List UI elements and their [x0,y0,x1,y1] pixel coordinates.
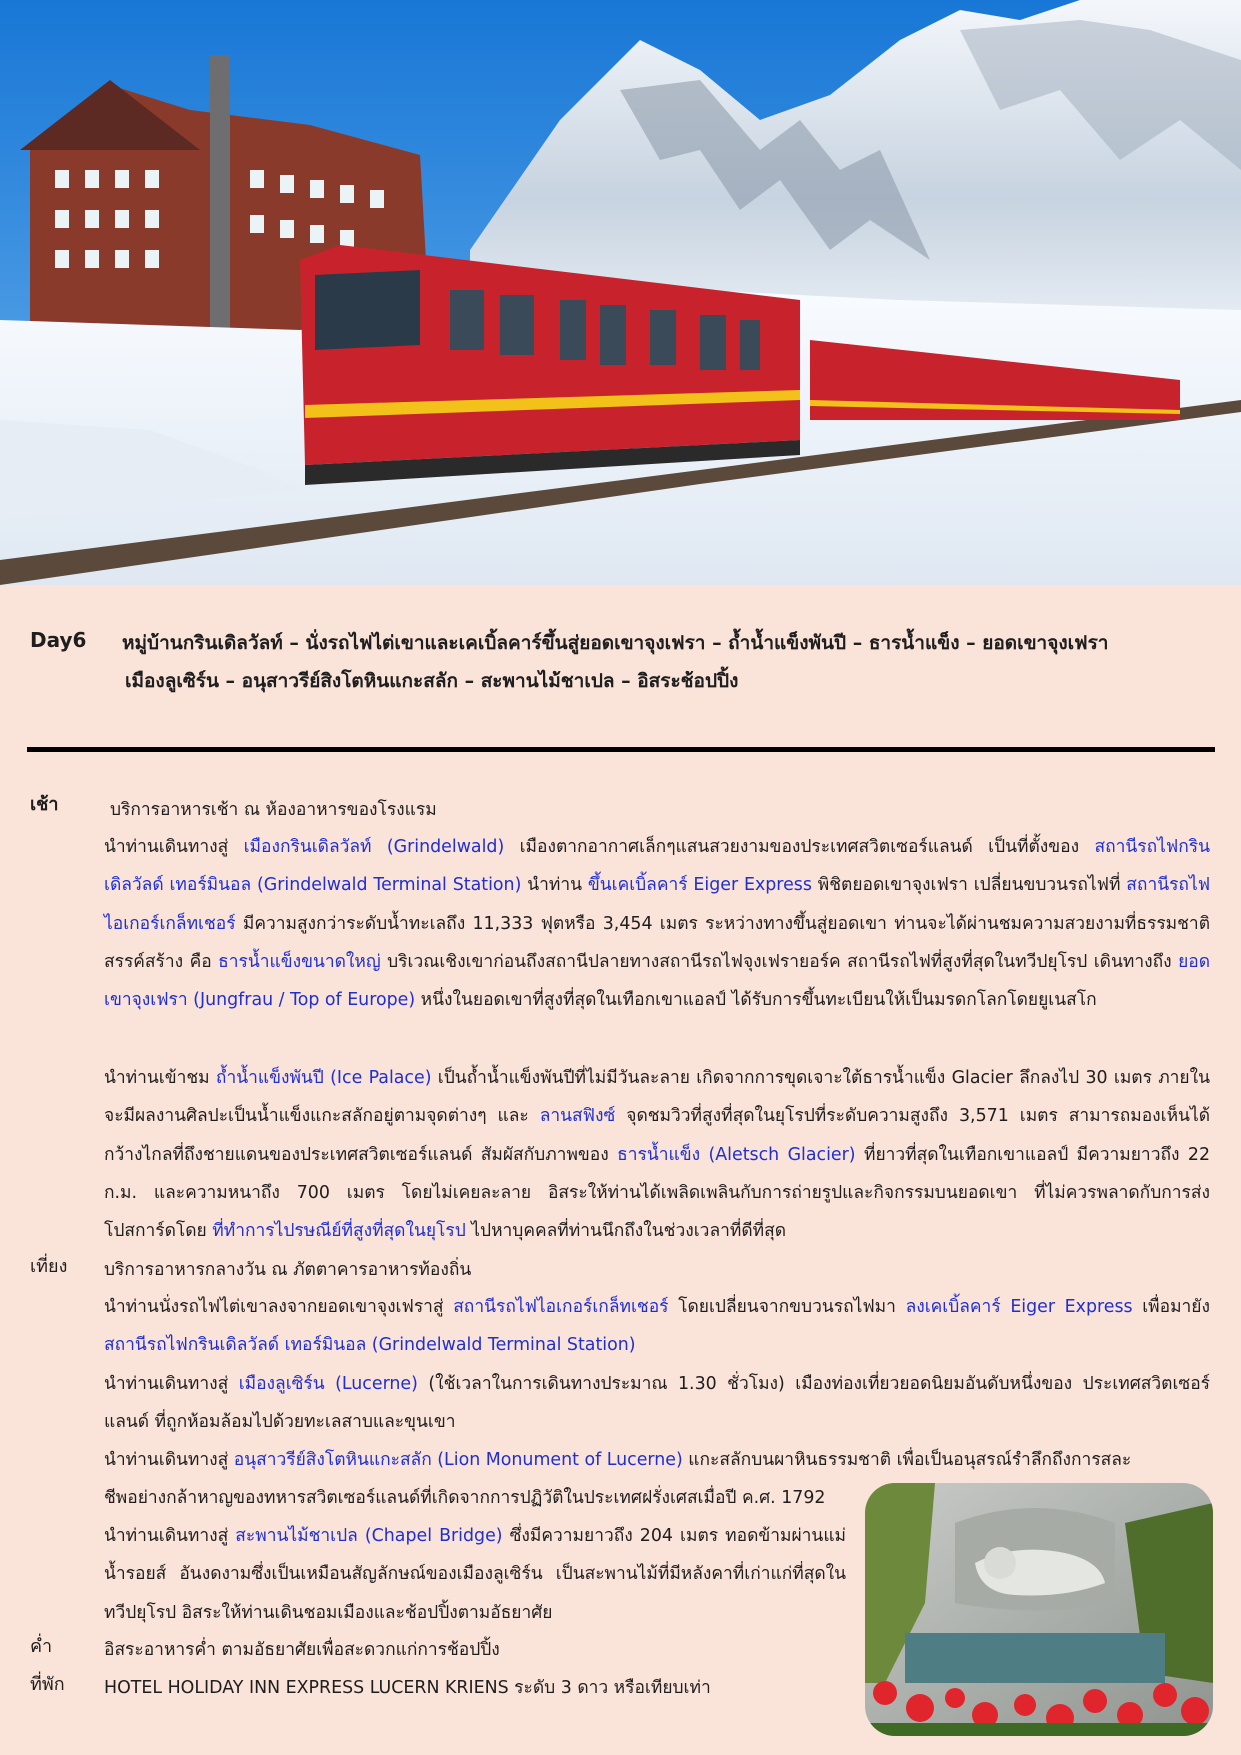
highlight-place-name: ถ้ำน้ำแข็งพันปี (Ice Palace) [215,1068,432,1088]
noon-paragraph-3: นำท่านเดินทางสู่ อนุสาวรีย์สิงโตหินแกะสลัก (Lion Monument of Lucerne) แกะสลักบนผาหินธรรมชาติ เพื่อเป็นอนุสรณ์รำลึกถึงการสละ [104,1450,1132,1470]
lion-monument-photo-icon [865,1483,1213,1736]
highlight-place-name: ธารน้ำแข็งขนาดใหญ่ [218,951,381,972]
slot-label-morning: เช้า [30,794,59,815]
slot-label-hotel: ที่พัก [30,1674,65,1695]
noon-paragraph-1: นำท่านนั่งรถไฟไต่เขาลงจากยอดเขาจุงเฟราสู่ สถานีรถไฟไอเกอร์เกล็ทเชอร์ โดยเปลี่ยนจากขบวนรถไฟมา ลงเคเบิ้ลคาร์ Eiger Express เพื่อมายัง สถานีรถไฟกรินเดิลวัลด์ เทอร์มินอล (Grindelwald Terminal Station) [104,1297,1210,1356]
noon-paragraph-2: นำท่านเดินทางสู่ เมืองลูเซิร์น (Lucerne) (ใช้เวลาในการเดินทางประมาณ 1.30 ชั่วโมง) เมืองท่องเที่ยวยอดนิยมอันดับหนึ่งของ ประเทศสวิตเซอร์แลนด์ ที่ถูกห้อมล้อมไปด้วยทะเลสาบและขุนเขา [104,1374,1210,1433]
highlight-place-name: สถานีรถไฟไอเกอร์เกล็ทเชอร์ [453,1297,669,1317]
breakfast-text: บริการอาหารเช้า ณ ห้องอาหารของโรงแรม [110,800,437,820]
highlight-place-name: สถานีรถไฟกรินเดิลวัลด์ เทอร์มินอล (Grindelwald Terminal Station) [104,837,1210,896]
highlight-place-name: ยอดเขาจุงเฟรา (Jungfrau / Top of Europe) [104,951,1210,1011]
noon-paragraph-3-cont: ชีพอย่างกล้าหาญของทหารสวิตเซอร์แลนด์ที่เกิดจากการปฏิวัติในประเทศฝรั่งเศสเมื่อปี ค.ศ. 1792 [104,1488,826,1508]
dinner-text: อิสระอาหารค่ำ ตามอัธยาศัยเพื่อสะดวกแก่การช้อปปิ้ง [104,1640,500,1660]
slot-label-evening: ค่ำ [30,1636,53,1657]
highlight-place-name: ธารน้ำแข็ง (Aletsch Glacier) [617,1144,856,1165]
morning-paragraph-1: นำท่านเดินทางสู่ เมืองกรินเดิลวัลท์ (Grindelwald) เมืองตากอากาศเล็กๆแสนสวยงามของประเทศสวิตเซอร์แลนด์ เป็นที่ตั้งของ สถานีรถไฟกรินเดิลวัลด์ เทอร์มินอล (Grindelwald Terminal Station) นำท่าน ขึ้นเคเบิ้ลคาร์ Eiger Express พิชิตยอดเขาจุงเฟรา เปลี่ยนขบวนรถไฟที่ สถานีรถไฟไอเกอร์เกล็ทเชอร์ มีความสูงกว่าระดับน้ำทะเลถึง 11,333 ฟุตหรือ 3,454 เมตร ระหว่างทางขึ้นสู่ยอดเขา ท่านจะได้ผ่านชมความสวยงามที่ธรรมชาติสรรค์สร้าง คือ ธารน้ำแข็งขนาดใหญ่ บริเวณเชิงเขาก่อนถึงสถานีปลายทางสถานีรถไฟจุงเฟรายอร์ค สถานีรถไฟที่สูงที่สุดในทวีปยุโรป เดินทางถึง ยอดเขาจุงเฟรา (Jungfrau / Top of Europe) หนึ่งในยอดเขาที่สูงที่สุดในเทือกเขาแอลป์ ได้รับการขึ้นทะเบียนให้เป็นมรดกโลกโดยยูเนสโก [104,837,1211,1011]
hero-photo [0,0,1241,585]
highlight-place-name: สถานีรถไฟไอเกอร์เกล็ทเชอร์ [104,875,1211,934]
lunch-text: บริการอาหารกลางวัน ณ ภัตตาคารอาหารท้องถิ่น [104,1260,472,1280]
day-label: Day6 [30,628,87,652]
section-divider [27,747,1215,752]
highlight-place-name: เมืองกรินเดิลวัลท์ (Grindelwald) [243,837,505,857]
day-title-line-2: เมืองลูเซิร์น – อนุสาวรีย์สิงโตหินแกะสลัก – สะพานไม้ชาเปล – อิสระช้อปปิ้ง [125,670,739,692]
noon-paragraph-4: นำท่านเดินทางสู่ สะพานไม้ชาเปล (Chapel Bridge) ซึ่งมีความยาวถึง 204 เมตร ทอดข้ามผ่านแม่น้ำรอยส์ อันงดงามซึ่งเป็นเหมือนสัญลักษณ์ของเมืองลูเซิร์น เป็นสะพานไม้ที่มีหลังคาที่เก่าแก่ที่สุดในทวีปยุโรป อิสระให้ท่านเดินชอมเมืองและช้อปปิ้งตามอัธยาศัย [104,1526,846,1623]
highlight-place-name: เมืองลูเซิร์น (Lucerne) [238,1374,418,1394]
mountain-train-photo-icon [0,0,1241,585]
highlight-place-name: อนุสาวรีย์สิงโตหินแกะสลัก (Lion Monument of Lucerne) [233,1450,683,1470]
day-title-line-1: หมู่บ้านกรินเดิลวัลท์ – นั่งรถไฟไต่เขาและเคเบิ้ลคาร์ขึ้นสู่ยอดเขาจุงเฟรา – ถ้ำน้ำแข็งพันปี – ธารน้ำแข็ง – ยอดเขาจุงเฟรา [122,632,1109,654]
highlight-place-name: สถานีรถไฟกรินเดิลวัลด์ เทอร์มินอล (Grindelwald Terminal Station) [104,1335,636,1356]
hotel-text: HOTEL HOLIDAY INN EXPRESS LUCERN KRIENS ระดับ 3 ดาว หรือเทียบเท่า [104,1678,711,1698]
highlight-place-name: ลานสฟิงซ์ [539,1106,616,1127]
slot-label-noon: เที่ยง [30,1256,68,1277]
highlight-place-name: ขึ้นเคเบิ้ลคาร์ Eiger Express [587,875,812,896]
morning-paragraph-2: นำท่านเข้าชม ถ้ำน้ำแข็งพันปี (Ice Palace) เป็นถ้ำน้ำแข็งพันปีที่ไม่มีวันละลาย เกิดจากการขุดเจาะใต้ธารน้ำแข็ง Glacier ลึกลงไป 30 เมตร ภายในจะมีผลงานศิลปะเป็นน้ำแข็งแกะสลักอยู่ตามจุดต่างๆ และ ลานสฟิงซ์ จุดชมวิวที่สูงที่สุดในยุโรปที่ระดับความสูงถึง 3,571 เมตร สามารถมองเห็นได้กว้างไกลที่ถึงชายแดนของประเทศสวิตเซอร์แลนด์ สัมผัสกับภาพของ ธารน้ำแข็ง (Aletsch Glacier) ที่ยาวที่สุดในเทือกเขาแอลป์ มีความยาวถึง 22 ก.ม. และความหนาถึง 700 เมตร โดยไม่เคยละลาย อิสระให้ท่านได้เพลิดเพลินกับการถ่ายรูปและกิจกรรมบนยอดเขา ที่ไม่ควรพลาดกับการส่งโปสการ์ดโดย ที่ทำการไปรษณีย์ที่สูงที่สุดในยุโรป ไปหาบุคคลที่ท่านนึกถึงในช่วงเวลาที่ดีที่สุด [104,1068,1211,1242]
highlight-place-name: ลงเคเบิ้ลคาร์ Eiger Express [905,1297,1133,1317]
highlight-place-name: ที่ทำการไปรษณีย์ที่สูงที่สุดในยุโรป [212,1221,466,1242]
highlight-place-name: สะพานไม้ชาเปล (Chapel Bridge) [235,1526,503,1546]
lion-monument-photo [865,1483,1213,1736]
